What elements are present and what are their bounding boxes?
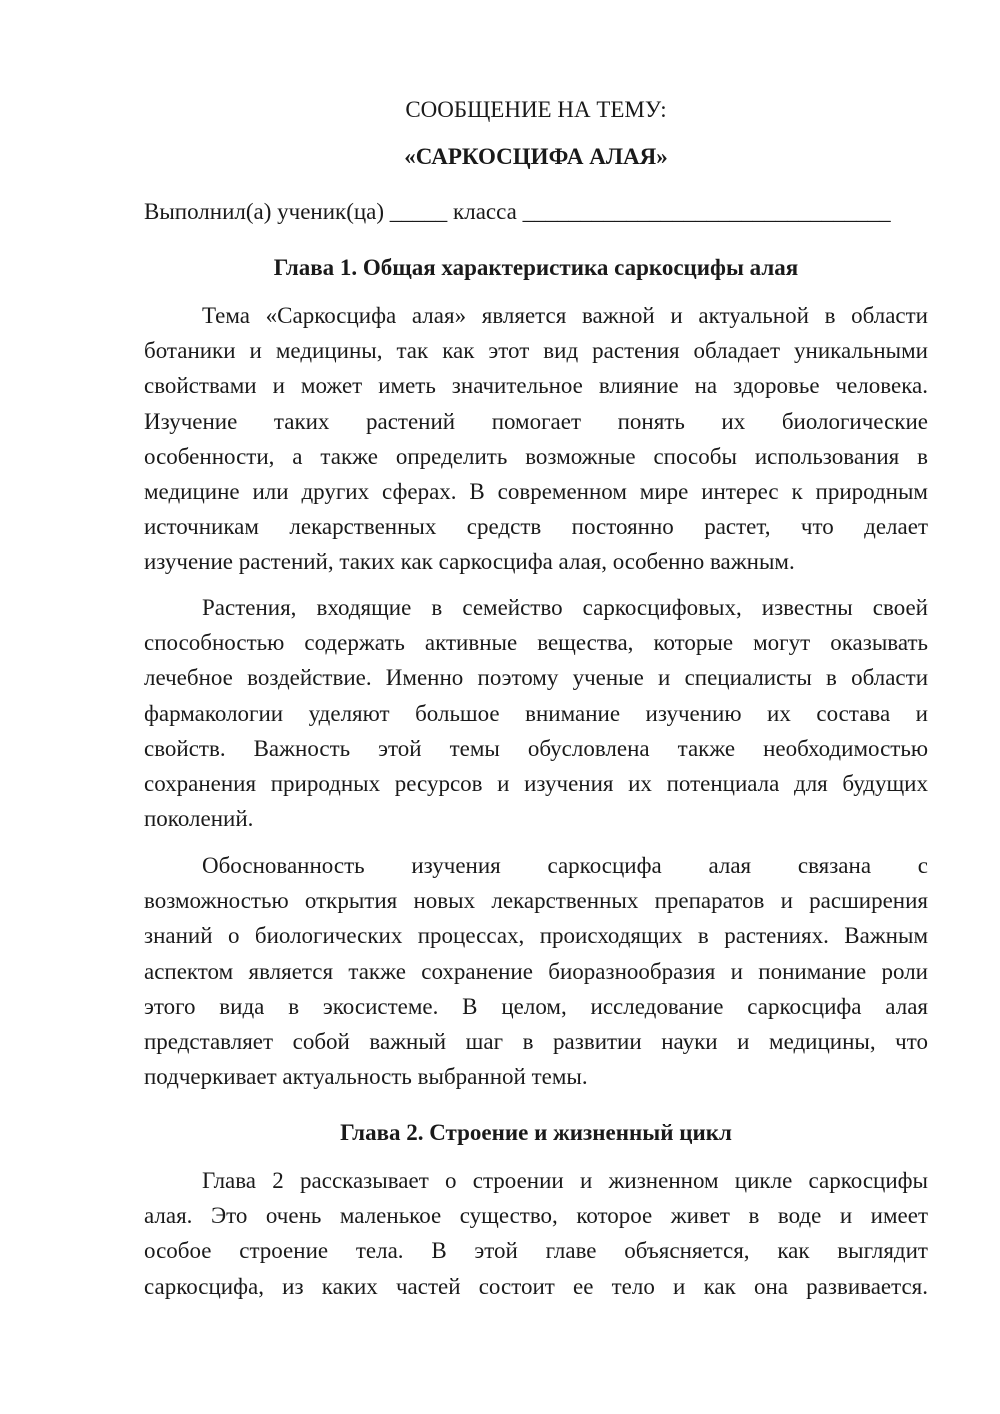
text-line: поколений.: [144, 806, 254, 832]
text-line: саркосцифа, из каких частей состоит ее тело и как она развивается.: [144, 1273, 928, 1299]
text-line: Изучение таких растений помогает понять их биологические: [144, 408, 928, 434]
text-line: этого вида в экосистеме. В целом, исследование саркосцифа алая: [144, 993, 928, 1019]
text-line: знаний о биологических процессах, происходящих в растениях. Важным: [144, 923, 928, 949]
text-line: способностью содержать активные вещества, которые могут оказывать: [144, 630, 928, 656]
chapter-1-paragraph-2: [144, 590, 928, 836]
chapter-1-paragraph-3: [144, 848, 928, 1094]
text-line: сохранения природных ресурсов и изучения их потенциала для будущих: [144, 770, 928, 796]
text-line: подчеркивает актуальность выбранной темы.: [144, 1064, 588, 1090]
text-line: лечебное воздействие. Именно поэтому ученые и специалисты в области: [144, 665, 928, 691]
text-line: особое строение тела. В этой главе объясняется, как выглядит: [144, 1238, 928, 1264]
title-line-2: «САРКОСЦИФА АЛАЯ»: [404, 144, 668, 169]
text-line: алая. Это очень маленькое существо, которое живет в воде и имеет: [144, 1203, 928, 1229]
text-line: аспектом является также сохранение биоразнообразия и понимание роли: [144, 958, 928, 984]
text-line: медицине или других сферах. В современном мире интерес к природным: [144, 478, 928, 504]
text-line: свойств. Важность этой темы обусловлена также необходимостью: [144, 735, 928, 761]
text-line: ботаники и медицины, так как этот вид растения обладает уникальными: [144, 338, 928, 364]
chapter-2-heading: Глава 2. Строение и жизненный цикл: [340, 1120, 732, 1145]
text-line: представляет собой важный шаг в развитии науки и медицины, что: [144, 1028, 928, 1054]
chapter-1-heading: Глава 1. Общая характеристика саркосцифы алая: [273, 255, 799, 280]
text-line: фармакологии уделяют большое внимание изучению их состава и: [144, 700, 928, 726]
text-line: источникам лекарственных средств постоянно растет, что делает: [144, 514, 928, 540]
text-line: возможностью открытия новых лекарственных препаратов и расширения: [144, 888, 928, 914]
text-line: Тема «Саркосцифа алая» является важной и актуальной в области: [202, 303, 928, 328]
author-line: Выполнил(а) ученик(ца) _____ класса ________________________________: [144, 199, 891, 224]
chapter-2-paragraph-1: [144, 1163, 928, 1304]
title-line-1: СООБЩЕНИЕ НА ТЕМУ:: [405, 97, 667, 122]
text-line: особенности, а также определить возможные способы использования в: [144, 443, 928, 469]
text-line: свойствами и может иметь значительное влияние на здоровье человека.: [144, 373, 928, 399]
text-line: Глава 2 рассказывает о строении и жизненном цикле саркосцифы: [202, 1168, 928, 1193]
text-line: Обоснованность изучения саркосцифа алая связана с: [202, 853, 928, 878]
text-line: изучение растений, таких как саркосцифа алая, особенно важным.: [144, 549, 795, 575]
text-line: Растения, входящие в семейство саркосцифовых, известны своей: [202, 595, 928, 620]
chapter-1-paragraph-1: [144, 298, 928, 580]
